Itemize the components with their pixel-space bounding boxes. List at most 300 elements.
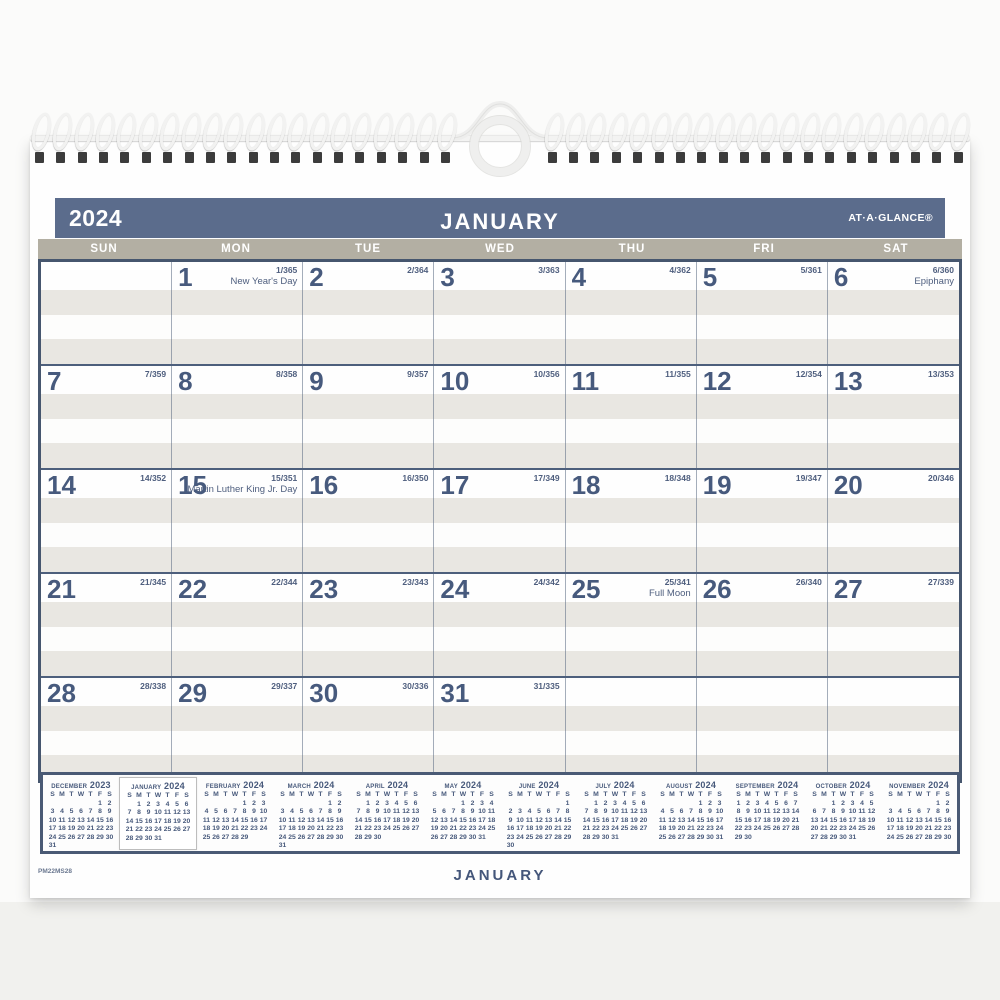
week-row (41, 676, 959, 780)
mini-day: 30 (839, 833, 847, 841)
mini-month-title: september 2024 (735, 780, 799, 790)
mini-day: 18 (896, 825, 904, 832)
mini-day: 25 (658, 833, 667, 841)
mini-day: 28 (231, 833, 239, 841)
wire-loop (862, 111, 888, 153)
day-header-row (38, 239, 962, 259)
mini-day (335, 842, 345, 851)
day-cell (697, 678, 828, 780)
mini-month (349, 780, 425, 842)
mini-day: 14 (316, 816, 325, 824)
mini-day: 12 (173, 809, 181, 816)
mini-day: 7 (318, 808, 323, 815)
mini-day: 21 (791, 816, 800, 824)
mini-day: 21 (687, 825, 695, 832)
mini-day (76, 842, 86, 851)
day-cell (172, 678, 303, 780)
punch-hole (783, 152, 792, 163)
mini-day: 20 (77, 825, 85, 832)
day-cell (566, 366, 697, 468)
mini-day: 27 (77, 833, 85, 841)
mini-day: 18 (658, 825, 667, 832)
mini-week-row (886, 800, 953, 809)
mini-day: 12 (402, 808, 410, 815)
mini-day: 24 (886, 833, 895, 841)
day-cell (434, 470, 565, 572)
mini-calendar-strip (40, 772, 960, 854)
day-number: 4 (571, 262, 587, 292)
holiday-note: New Year's Day (230, 276, 298, 287)
day-number: 14 (47, 470, 76, 500)
mini-day: 29 (135, 834, 143, 842)
mini-day: 20 (639, 816, 648, 824)
wire-loop (29, 111, 55, 153)
mini-day: 22 (364, 825, 372, 832)
mini-day (172, 835, 182, 844)
mini-day: 18 (487, 816, 496, 824)
mini-day: 9 (945, 808, 950, 815)
mini-month (805, 780, 881, 842)
punch-hole (99, 152, 108, 163)
mini-day: 6 (784, 799, 788, 807)
mini-day: 23 (943, 825, 952, 832)
mini-day: 24 (154, 826, 162, 833)
mini-day: 19 (867, 816, 876, 824)
mini-day: 13 (782, 808, 790, 815)
mini-month-title: april 2024 (365, 780, 409, 790)
mini-day: 8 (736, 808, 741, 815)
day-cell (828, 366, 959, 468)
day-number: 7 (47, 366, 62, 396)
mini-day: 6 (184, 800, 189, 808)
mini-day: 11 (525, 816, 534, 824)
day-number: 9 (309, 366, 324, 396)
mini-day (791, 834, 801, 843)
mini-week-row (125, 818, 192, 827)
wire-loop (328, 111, 354, 153)
mini-day: 14 (820, 816, 828, 824)
mini-day: 7 (127, 809, 132, 816)
mini-day: 1 (594, 799, 598, 807)
day-cell (303, 574, 434, 676)
mini-day (287, 842, 297, 851)
mini-day (772, 834, 782, 843)
mini-day: 7 (584, 808, 589, 815)
julian-date: 13/353 (927, 369, 954, 379)
mini-week-row (48, 817, 115, 826)
mini-day: 4 (622, 799, 627, 807)
julian-date: 30/336 (402, 681, 429, 691)
julian-date: 17/349 (533, 473, 560, 483)
mini-day: 16 (335, 816, 344, 824)
mini-day (430, 800, 440, 809)
mini-day: 20 (915, 825, 923, 832)
mini-month-title: january 2024 (131, 781, 185, 791)
mini-day: 20 (307, 825, 315, 832)
mini-day: 30 (373, 833, 382, 841)
mini-month-grid (658, 791, 725, 842)
mini-day: 4 (489, 799, 494, 807)
day-number: 17 (440, 470, 470, 500)
mini-month (273, 780, 349, 851)
mini-day: 28 (687, 833, 695, 841)
mini-day: 2 (746, 799, 750, 807)
mini-day: 24 (478, 825, 486, 832)
julian-date: 6/360 (932, 265, 954, 275)
mini-day: 18 (202, 825, 211, 832)
mini-day: 16 (250, 816, 258, 824)
mini-day: 30 (335, 833, 344, 841)
wire-loop (349, 111, 375, 153)
mini-week-row (202, 808, 269, 817)
mini-day: 8 (594, 808, 598, 815)
punch-hole (420, 152, 429, 163)
day-number: 19 (702, 470, 732, 500)
mini-day: 2 (107, 799, 112, 807)
punch-hole (655, 152, 664, 163)
mini-day: 19 (535, 825, 543, 832)
mini-day: 8 (831, 808, 836, 815)
mini-day: 25 (858, 825, 866, 832)
mini-week-row (734, 834, 801, 843)
wire-loop (72, 111, 98, 153)
mini-day: 18 (620, 816, 629, 824)
mini-day: 17 (154, 817, 162, 825)
mini-month-title: november 2024 (889, 780, 949, 790)
mini-week-row (506, 842, 573, 851)
day-cell (697, 470, 828, 572)
mini-day (544, 800, 554, 809)
mini-week-row (48, 808, 115, 817)
mini-day: 13 (182, 809, 191, 816)
mini-week-row (658, 834, 725, 843)
mini-day: 31 (611, 833, 619, 841)
mini-day: 10 (478, 808, 486, 815)
mini-day: 3 (717, 799, 722, 807)
mini-day: 21 (554, 825, 562, 832)
mini-day: 29 (364, 833, 372, 841)
mini-day: 5 (537, 808, 541, 815)
mini-day: 22 (829, 825, 838, 832)
mini-month (501, 780, 577, 851)
mini-day: 2 (508, 808, 513, 815)
punch-hole (825, 152, 834, 163)
mini-week-row (430, 808, 497, 817)
mini-month-grid (48, 791, 115, 851)
mini-month-grid (506, 791, 573, 851)
mini-dow-row: S M T W T F S (204, 791, 266, 798)
day-number: 22 (178, 574, 208, 604)
mini-month-title: october 2024 (815, 780, 871, 790)
mini-day (392, 834, 402, 843)
mini-day: 14 (125, 817, 134, 825)
mini-day (249, 834, 259, 843)
mini-day (105, 842, 115, 851)
mini-day: 13 (221, 816, 230, 824)
mini-day: 5 (69, 808, 74, 815)
punch-hole (441, 152, 450, 163)
mini-day: 28 (924, 833, 933, 841)
punch-hole (954, 152, 963, 163)
wire-loop (157, 111, 183, 153)
julian-date: 16/350 (402, 473, 429, 483)
punch-hole (569, 152, 578, 163)
day-header-cell: TUE (355, 243, 381, 255)
day-number: 24 (440, 574, 470, 604)
mini-day: 24 (383, 825, 391, 832)
julian-date: 22/344 (271, 577, 298, 587)
mini-day: 27 (544, 833, 553, 841)
mini-day: 10 (753, 808, 762, 815)
mini-week-row (354, 825, 421, 834)
mini-day: 15 (696, 816, 705, 824)
mini-day: 7 (356, 808, 361, 815)
day-cell (434, 262, 565, 364)
mini-day (278, 800, 288, 809)
mini-day: 12 (212, 816, 220, 824)
mini-day: 17 (478, 816, 486, 824)
mini-day: 9 (603, 808, 608, 815)
punch-hole (890, 152, 899, 163)
mini-day: 21 (820, 825, 828, 832)
day-number: 11 (571, 366, 600, 396)
mini-month-title: may 2024 (444, 780, 482, 790)
mini-day: 22 (592, 825, 600, 832)
julian-date: 28/338 (140, 681, 167, 691)
wire-loop (392, 111, 418, 153)
mini-day: 13 (677, 816, 686, 824)
mini-week-row (48, 834, 115, 843)
mini-day: 5 (299, 808, 304, 815)
mini-week-row (734, 817, 801, 826)
mini-day: 8 (936, 808, 940, 815)
punch-hole (56, 152, 65, 163)
mini-day: 31 (154, 834, 162, 842)
mini-day: 26 (173, 826, 181, 833)
day-number: 8 (178, 366, 193, 396)
mini-day: 22 (696, 825, 705, 832)
mini-week-row (886, 825, 953, 834)
day-number: 23 (309, 574, 339, 604)
mini-week-row (506, 808, 573, 817)
mini-day: 29 (829, 833, 838, 841)
day-cell (41, 574, 172, 676)
mini-day: 25 (58, 833, 66, 841)
mini-day: 19 (430, 825, 439, 832)
mini-day: 7 (926, 808, 931, 815)
mini-day: 23 (744, 825, 752, 832)
mini-day: 5 (907, 808, 912, 815)
day-number: 25 (571, 574, 601, 604)
mini-day: 16 (373, 816, 382, 824)
mini-week-row (354, 817, 421, 826)
mini-day: 23 (335, 825, 344, 832)
mini-day: 11 (58, 816, 66, 824)
mini-day: 14 (687, 816, 695, 824)
mini-day: 17 (383, 816, 391, 824)
mini-day: 20 (544, 825, 553, 832)
punch-hole (313, 152, 322, 163)
wire-loop (884, 111, 910, 153)
mini-day (857, 834, 867, 843)
mini-day: 15 (934, 816, 942, 824)
day-cell (172, 574, 303, 676)
mini-day: 25 (620, 825, 629, 832)
mini-day: 21 (231, 825, 239, 832)
julian-date: 7/359 (144, 369, 167, 379)
mini-day: 21 (354, 825, 363, 832)
day-cell (41, 366, 172, 468)
mini-day (667, 800, 677, 809)
mini-month (653, 780, 729, 842)
mini-day: 29 (934, 833, 942, 841)
mini-day: 3 (755, 799, 760, 807)
mini-day: 9 (508, 816, 513, 824)
mini-day: 2 (337, 799, 342, 807)
mini-day: 2 (375, 799, 380, 807)
mini-week-row (506, 800, 573, 809)
day-cell (172, 366, 303, 468)
mini-day (221, 800, 231, 809)
mini-day: 5 (632, 799, 636, 807)
mini-day: 5 (869, 799, 874, 807)
wire-loop (755, 111, 781, 153)
mini-day: 2 (470, 799, 475, 807)
day-cell (434, 366, 565, 468)
mini-day: 4 (60, 808, 64, 815)
mini-day (297, 800, 307, 809)
mini-day: 4 (290, 808, 294, 815)
wire-loop (200, 111, 226, 153)
mini-week-row (430, 800, 497, 809)
mini-day: 13 (810, 816, 819, 824)
mini-day: 16 (105, 816, 114, 824)
month-title: january (440, 201, 560, 236)
julian-date: 4/362 (669, 265, 691, 275)
mini-day: 3 (518, 808, 522, 815)
mini-day: 17 (886, 825, 895, 832)
mini-day: 12 (430, 816, 439, 824)
day-header-cell: WED (485, 243, 515, 255)
mini-day (306, 800, 316, 809)
mini-day: 17 (715, 816, 724, 824)
mini-day (525, 842, 535, 851)
mini-day: 18 (525, 825, 534, 832)
wire-loop (243, 111, 269, 153)
mini-day: 8 (137, 809, 141, 816)
mini-day: 13 (307, 816, 315, 824)
mini-day: 23 (250, 825, 258, 832)
mini-day (781, 834, 791, 843)
punch-hole (163, 152, 172, 163)
mini-day: 11 (288, 816, 296, 824)
day-cell (172, 470, 303, 572)
mini-month-grid (810, 791, 877, 842)
mini-dow-row: S M T W T F S (660, 791, 722, 798)
mini-day: 1 (98, 799, 102, 807)
mini-day: 25 (763, 825, 771, 832)
mini-day: 1 (328, 799, 332, 807)
mini-day: 15 (326, 816, 334, 824)
mini-day: 9 (337, 808, 342, 815)
mini-week-row (506, 834, 573, 843)
mini-month-grid (582, 791, 649, 842)
mini-day (401, 834, 411, 843)
punch-hole (719, 152, 728, 163)
week-row (41, 262, 959, 364)
mini-day (86, 842, 96, 851)
mini-day: 27 (221, 833, 230, 841)
mini-day: 9 (107, 808, 112, 815)
mini-day: 24 (848, 825, 857, 832)
mini-day: 24 (516, 833, 524, 841)
mini-day: 19 (772, 816, 781, 824)
mini-day: 8 (328, 808, 332, 815)
day-cell (697, 262, 828, 364)
mini-day (525, 800, 535, 809)
mini-day (886, 800, 896, 809)
product-code: PM22MS28 (38, 868, 72, 875)
mini-day: 21 (449, 825, 458, 832)
mini-week-row (734, 825, 801, 834)
mini-day: 29 (459, 833, 467, 841)
mini-day: 14 (791, 808, 800, 815)
mini-day (620, 834, 630, 843)
mini-dow-row: S M T W T F S (280, 791, 342, 798)
punch-hole (142, 152, 151, 163)
mini-day: 28 (554, 833, 562, 841)
mini-dow-row: S M T W T F S (50, 791, 112, 798)
wire-loop (819, 111, 845, 153)
mini-day (439, 800, 449, 809)
mini-month (577, 780, 653, 842)
wire-loop (264, 111, 290, 153)
mini-day: 2 (708, 799, 712, 807)
mini-day (487, 834, 497, 843)
mini-week-row (125, 801, 192, 810)
mini-day: 15 (364, 816, 372, 824)
mini-day: 23 (839, 825, 847, 832)
mini-day (316, 842, 326, 851)
julian-date: 23/343 (402, 577, 429, 587)
mini-day (905, 800, 915, 809)
mini-day: 7 (822, 808, 826, 815)
wire-loop (670, 111, 696, 153)
mini-month (881, 780, 957, 842)
day-number: 6 (833, 262, 849, 292)
mini-day (914, 800, 924, 809)
mini-day: 11 (163, 809, 172, 816)
mini-week-row (734, 800, 801, 809)
mini-day: 4 (898, 808, 902, 815)
mini-day (553, 800, 563, 809)
mini-week-row (506, 817, 573, 826)
mini-week-row (278, 800, 345, 809)
mini-month-grid (202, 791, 269, 842)
julian-date: 18/348 (664, 473, 691, 483)
day-number: 20 (833, 470, 863, 500)
punch-hole (761, 152, 770, 163)
hanger-loop-icon (450, 96, 550, 185)
mini-dow-row: S M T W T F S (508, 791, 570, 798)
mini-day: 4 (394, 799, 399, 807)
mini-day: 18 (288, 825, 296, 832)
mini-day: 29 (592, 833, 600, 841)
mini-day: 16 (706, 816, 714, 824)
mini-day: 9 (375, 808, 380, 815)
mini-day: 4 (527, 808, 532, 815)
mini-day (230, 800, 240, 809)
